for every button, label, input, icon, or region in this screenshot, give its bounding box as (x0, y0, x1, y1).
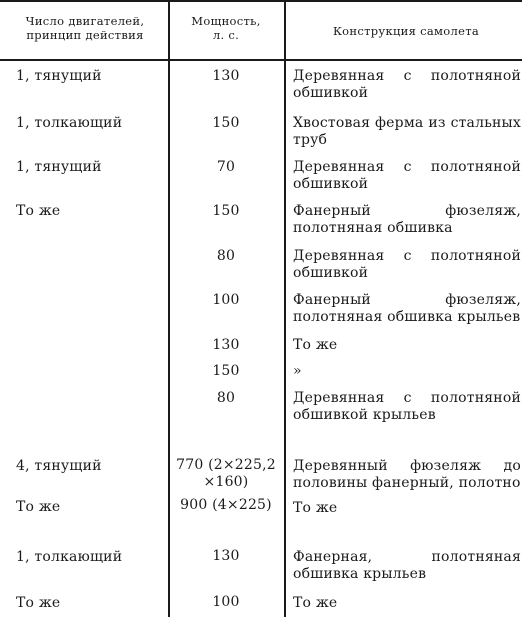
cell-construction: Фанерный фюзеляж, полотняная обшивка (293, 203, 521, 236)
cell-construction: » (293, 363, 302, 379)
cell-engines: 1, тянущий (16, 159, 102, 175)
cell-engines: То же (16, 203, 61, 219)
cell-power: 900 (4×225) (180, 497, 272, 513)
cell-construction: То же (293, 595, 338, 611)
header-construction (290, 24, 522, 38)
cell-engines: То же (16, 499, 61, 515)
cell-construction: То же (293, 337, 338, 353)
cell-construction: То же (293, 500, 338, 516)
cell-construction: Фанерная, полотняная обшивка крыльев (293, 549, 521, 582)
cell-power: 80 (216, 390, 236, 406)
cell-power: 150 (212, 203, 240, 219)
cell-power: 150 (212, 115, 240, 131)
cell-power: 130 (212, 548, 240, 564)
cell-construction: Деревянная с полотняной обшивкой (293, 68, 521, 101)
cell-construction: Деревянная с полотняной обшивкой (293, 248, 521, 281)
cell-engines: 1, тянущий (16, 68, 102, 84)
cell-construction: Деревянная с полотняной обшивкой (293, 159, 521, 192)
column-divider-2 (284, 0, 286, 617)
cell-power: 100 (212, 594, 240, 610)
header-construction-label: Конструкция самолета (332, 24, 480, 38)
header-engines-line1: Число двигателей, (25, 14, 145, 28)
cell-power: 130 (212, 68, 240, 84)
cell-construction: Деревянный фюзеляж до половины фанерный, полотно (293, 458, 521, 491)
header-bottom-rule (0, 59, 522, 61)
cell-engines: То же (16, 595, 61, 611)
table-top-rule (0, 0, 522, 2)
cell-engines: 4, тянущий (16, 458, 102, 474)
header-engines (10, 14, 160, 42)
cell-power: 130 (212, 337, 240, 353)
cell-construction: Фанерный фюзеляж, полотняная обшивка крыльев (293, 292, 521, 325)
header-engines-line2: принцип действия (26, 28, 144, 42)
cell-power: 100 (212, 292, 240, 308)
cell-power: 80 (216, 248, 236, 264)
cell-engines: 1, толкающий (16, 115, 123, 131)
cell-power: 770 (2×225,2 ×160) (176, 457, 276, 490)
cell-power: 150 (212, 363, 240, 379)
header-power-line2: л. с. (212, 28, 240, 42)
cell-engines: 1, толкающий (16, 549, 123, 565)
cell-power: 70 (216, 159, 236, 175)
header-power (170, 14, 282, 42)
cell-construction: Деревянная с полотняной обшивкой крыльев (293, 390, 521, 423)
cell-construction: Хвостовая ферма из стальных труб (293, 115, 521, 148)
header-power-line1: Мощность, (191, 14, 261, 28)
